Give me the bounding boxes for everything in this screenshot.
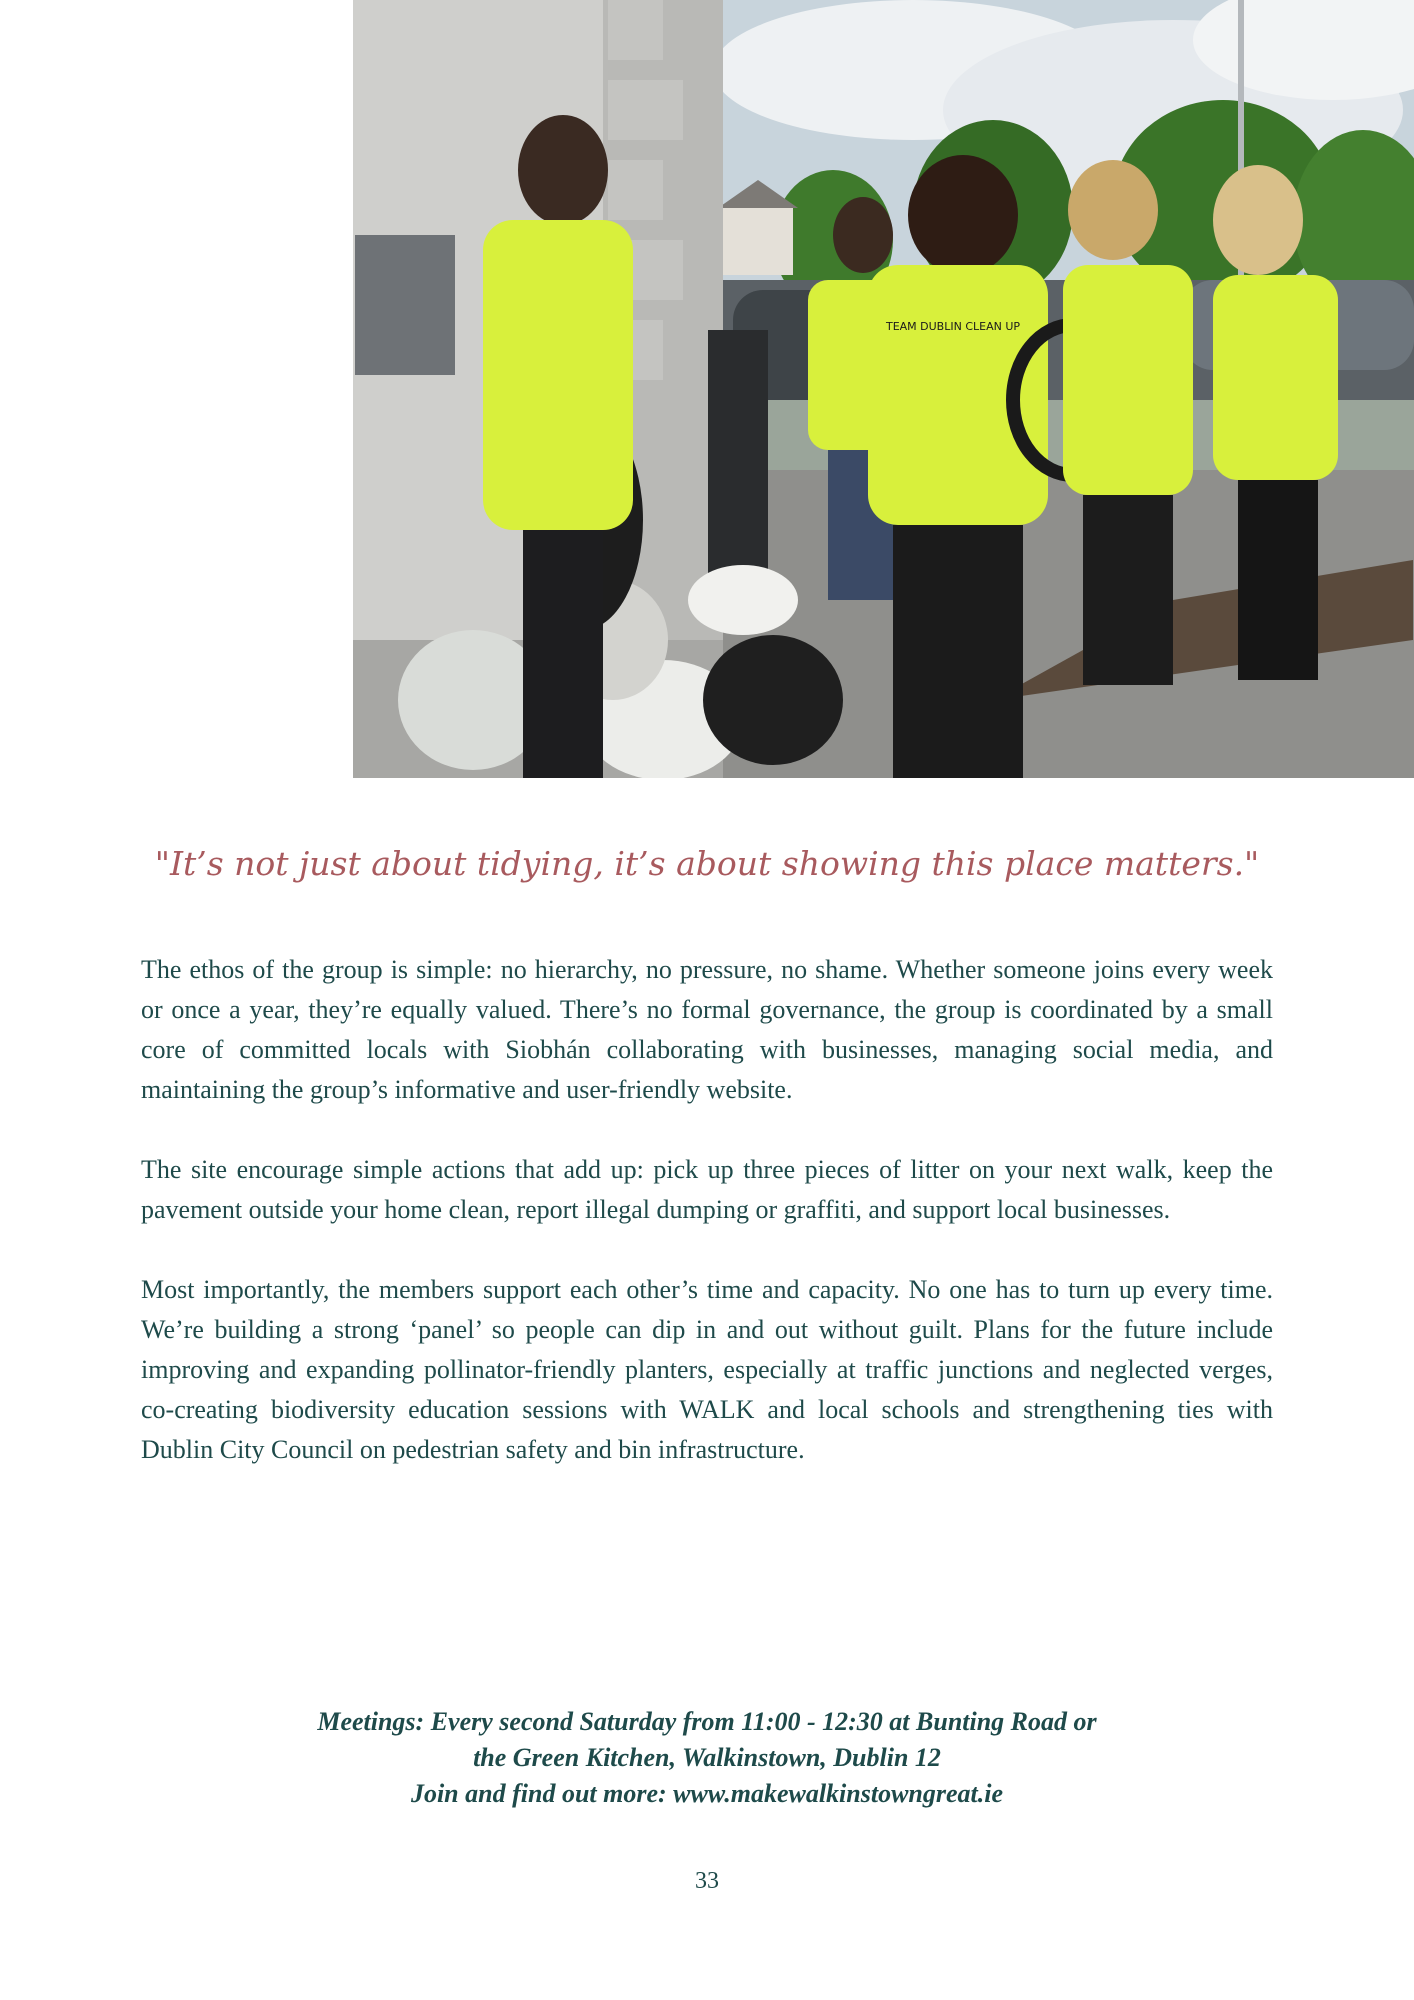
stone-block: [608, 160, 663, 220]
page-number: 33: [695, 1868, 719, 1894]
stone-block: [608, 80, 683, 140]
hi-vis-vest: [1213, 275, 1338, 480]
paragraph-future-plans: Most importantly, the members support each other’s time and capacity. No one has to turn up every time. We’re building a strong ‘panel’ so people can dip in and out without guilt. Plans for the future include improving and expanding pollinator-friendly planters, especially at traffic junctions and neglected verges, co-creating biodiversity education sessions with WALK and local schools and strengthening ties with Dublin City Council on pedestrian safety and bin infrastructure.: [141, 1275, 1273, 1464]
meeting-location-line: the Green Kitchen, Walkinstown, Dublin 12: [473, 1743, 941, 1772]
house: [723, 205, 793, 275]
hi-vis-vest: [1063, 265, 1193, 495]
litter-bin: [708, 330, 768, 590]
article-body: [141, 950, 1273, 1510]
paragraph-simple-actions: The site encourage simple actions that add up: pick up three pieces of litter on your next walk, keep the pavement outside your home clean, report illegal dumping or graffiti, and support local businesses.: [141, 1155, 1273, 1224]
person-hair: [518, 115, 608, 225]
website-line: Join and find out more: www.makewalkinstowngreat.ie: [410, 1779, 1004, 1808]
person-hair: [1068, 160, 1158, 260]
postbox: [355, 235, 455, 375]
meeting-info: [141, 1704, 1273, 1812]
rubbish-bag: [703, 635, 843, 765]
hi-vis-vest: [868, 265, 1048, 525]
cleanup-volunteers-photo: [353, 0, 1414, 778]
photo-illustration: [353, 0, 1414, 778]
person-legs: [893, 525, 1023, 778]
paragraph-ethos: The ethos of the group is simple: no hierarchy, no pressure, no shame. Whether someone joins every week or once a year, they’re equally valued. There’s no formal governance, the group is coordinated by a small core of committed locals with Siobhán collaborating with businesses, managing social media, and maintaining the group’s informative and user-friendly website.: [141, 955, 1273, 1104]
hubcap: [688, 565, 798, 635]
person-hair: [908, 155, 1018, 275]
person-hair: [1213, 165, 1303, 275]
person-legs: [523, 530, 603, 778]
person-legs: [1238, 480, 1318, 680]
person-legs: [1083, 495, 1173, 685]
stone-block: [608, 0, 663, 60]
vest-print: TEAM DUBLIN CLEAN UP: [885, 320, 1021, 333]
person-hair: [833, 197, 893, 273]
pull-quote: "It’s not just about tidying, it’s about showing this place matters.": [154, 844, 1260, 883]
hi-vis-vest: [483, 220, 633, 530]
meeting-schedule-line: Meetings: Every second Saturday from 11:00 - 12:30 at Bunting Road or: [317, 1707, 1097, 1736]
